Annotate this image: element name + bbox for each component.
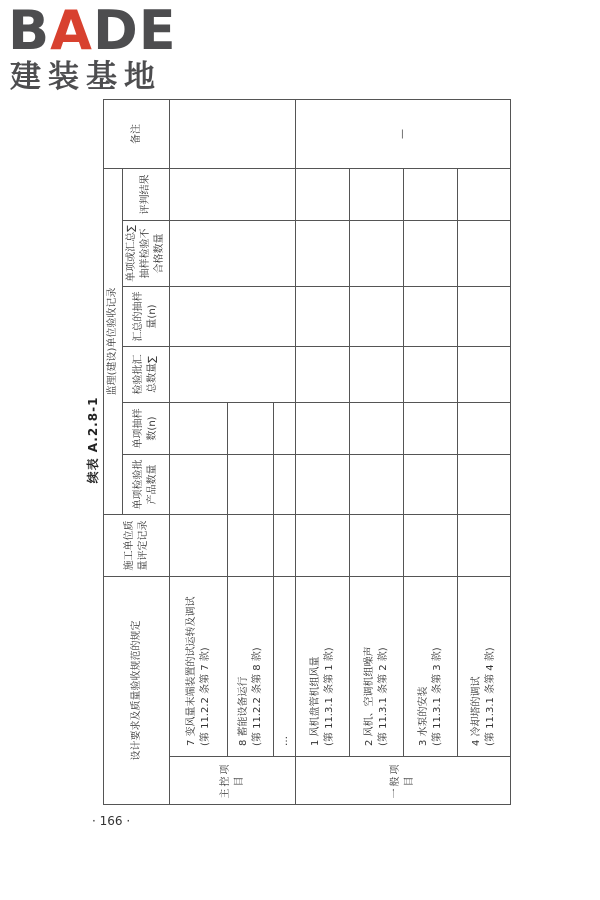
- header-design-requirements: 设计要求及质量验收规范的规定: [104, 577, 170, 805]
- page-number: · 166 ·: [92, 814, 131, 828]
- header-supervision-group: 监理(建设)单位验收记录: [104, 169, 123, 515]
- acceptance-table: [103, 100, 508, 805]
- table-row: [170, 100, 228, 805]
- general-item-2: 2 风机、空调机组噪声 (第 11.3.1 条第 2 款): [350, 577, 404, 757]
- general-item-3: 3 水泵的安装 (第 11.3.1 条第 3 款): [404, 577, 458, 757]
- general-item-4: 4 冷却塔的调试 (第 11.3.1 条第 4 款): [458, 577, 511, 757]
- logo-chinese-text: 建装基地: [10, 59, 162, 95]
- remarks-dash: —: [296, 100, 511, 169]
- bade-logo: [8, 0, 178, 96]
- header-single-sample: 单项抽样数(n): [123, 403, 170, 455]
- header-batch-total: 检验批汇总数量∑: [123, 347, 170, 403]
- general-item-1: 1 风机盘管机组风量 (第 11.3.1 条第 1 款): [296, 577, 350, 757]
- header-unqualified: 单项或汇总∑抽样检验不合格数量: [123, 221, 170, 287]
- header-single-batch-qty: 单项检验批产品数量: [123, 455, 170, 515]
- category-main: 主控项目: [170, 757, 296, 805]
- header-contractor-record: 施工单位质量评定记录: [104, 515, 170, 577]
- main-item-2: 8 蓄能设备运行 (第 11.2.2 条第 8 款): [228, 577, 274, 757]
- table-row: [458, 100, 511, 805]
- main-item-ellipsis: …: [274, 577, 296, 757]
- main-item-1: 7 变风量末端装置的试运转及调试 (第 11.2.2 条第 7 款): [170, 577, 228, 757]
- table-row: [404, 100, 458, 805]
- table-row: [296, 100, 350, 805]
- header-remarks: 备注: [104, 100, 170, 169]
- table-row: [350, 100, 404, 805]
- category-general: 一般项目: [296, 757, 511, 805]
- logo-wordmark: BADE: [8, 0, 177, 62]
- header-evaluation: 评判结果: [123, 169, 170, 221]
- table-title: 续表 A.2.8-1: [86, 396, 100, 484]
- header-total-sample: 汇总的抽样量(n): [123, 287, 170, 347]
